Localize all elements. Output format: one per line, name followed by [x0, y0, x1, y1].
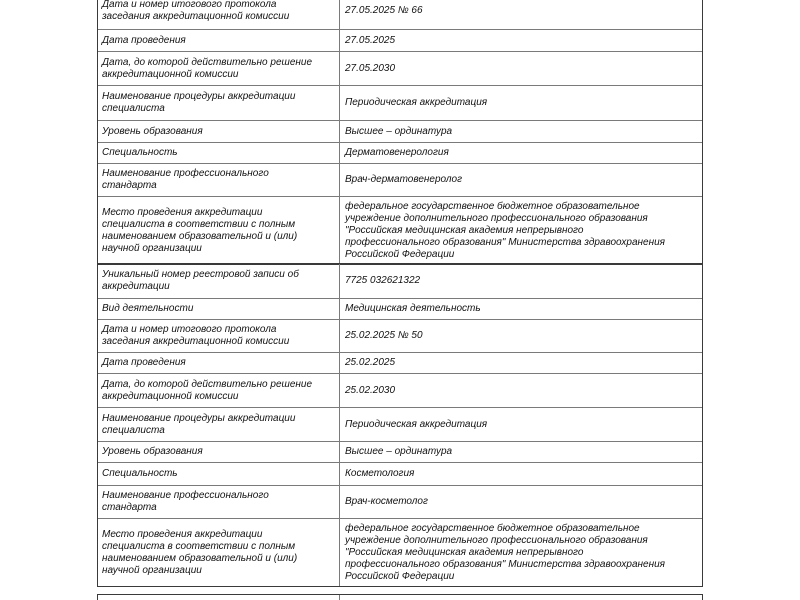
table-row-procedure: [98, 407, 702, 441]
row-label: Специальность: [98, 463, 340, 485]
table-row-protocol: [98, 0, 702, 29]
table-row-valid-until: [98, 373, 702, 407]
table-row-location: [98, 196, 702, 264]
table-row: [98, 595, 702, 600]
row-label: Уникальный номер реестровой записи об аккредитации: [98, 264, 340, 298]
row-value: [340, 595, 702, 600]
row-label: Вид деятельности: [98, 299, 340, 319]
row-label: Дата и номер итогового протокола заседания аккредитационной комиссии: [98, 0, 340, 29]
row-label: [98, 595, 340, 600]
row-value: 27.05.2030: [345, 62, 396, 74]
table-row-specialty: [98, 462, 702, 485]
row-label: Место проведения аккредитации специалиста в соответствии с полным наименованием образовательной и (или) научной организации: [98, 519, 340, 586]
row-value: Медицинская деятельность: [345, 303, 481, 314]
table-row-date: [98, 29, 702, 51]
row-label: Уровень образования: [98, 121, 340, 142]
row-value: 27.05.2025 № 66: [345, 5, 423, 16]
table-row-registry-number: [98, 264, 702, 298]
row-value: Высшее – ординатура: [345, 125, 453, 137]
row-value: федеральное государственное бюджетное образовательное учреждение дополнительного профессионального образования "Российская медицинская академия непрерывного профессионального образования" Министерства здравоохранения Российской Федерации: [345, 522, 665, 582]
row-value: федеральное государственное бюджетное образовательное учреждение дополнительного профессионального образования "Российская медицинская академия непрерывного профессионального образования" Министерства здравоохранения Российской Федерации: [345, 200, 665, 260]
table-row-date: [98, 352, 702, 373]
table-row-activity: [98, 298, 702, 319]
row-label: Дата проведения: [98, 353, 340, 373]
row-value: 25.02.2025 № 50: [345, 330, 423, 341]
table-row-location: [98, 518, 702, 586]
row-value: 7725 032621322: [345, 275, 421, 286]
row-label: Уровень образования: [98, 442, 340, 462]
accreditation-record-3: [97, 594, 703, 600]
table-row-standard: [98, 485, 702, 518]
row-value: 27.05.2025: [345, 34, 396, 46]
table-row-education-level: [98, 120, 702, 142]
row-label: Дата проведения: [98, 30, 340, 51]
row-value: 25.02.2030: [345, 384, 396, 396]
table-row-valid-until: [98, 51, 702, 85]
row-value: 25.02.2025: [345, 357, 396, 368]
table-row-procedure: [98, 85, 702, 120]
accreditation-record-1: [97, 0, 703, 265]
row-label: Наименование процедуры аккредитации специалиста: [98, 86, 340, 120]
row-value: Косметология: [345, 468, 415, 479]
row-value: Периодическая аккредитация: [345, 97, 488, 108]
row-value: Врач-дерматовенеролог: [345, 174, 463, 185]
row-value: Дерматовенерология: [345, 147, 449, 158]
row-label: Дата, до которой действительно решение аккредитационной комиссии: [98, 52, 340, 85]
table-row-education-level: [98, 441, 702, 462]
row-label: Место проведения аккредитации специалиста в соответствии с полным наименованием образовательной и (или) научной организации: [98, 197, 340, 264]
table-row-specialty: [98, 142, 702, 163]
row-label: Наименование профессионального стандарта: [98, 486, 340, 518]
row-label: Наименование процедуры аккредитации специалиста: [98, 408, 340, 441]
row-label: Специальность: [98, 143, 340, 163]
row-label: Наименование профессионального стандарта: [98, 164, 340, 196]
table-row-protocol: [98, 319, 702, 352]
row-value: Периодическая аккредитация: [345, 418, 488, 430]
row-value: Врач-косметолог: [345, 496, 428, 507]
row-value: Высшее – ординатура: [345, 446, 453, 457]
table-row-standard: [98, 163, 702, 196]
accreditation-record-2: [97, 263, 703, 587]
row-label: Дата, до которой действительно решение аккредитационной комиссии: [98, 374, 340, 407]
row-label: Дата и номер итогового протокола заседания аккредитационной комиссии: [98, 320, 340, 352]
